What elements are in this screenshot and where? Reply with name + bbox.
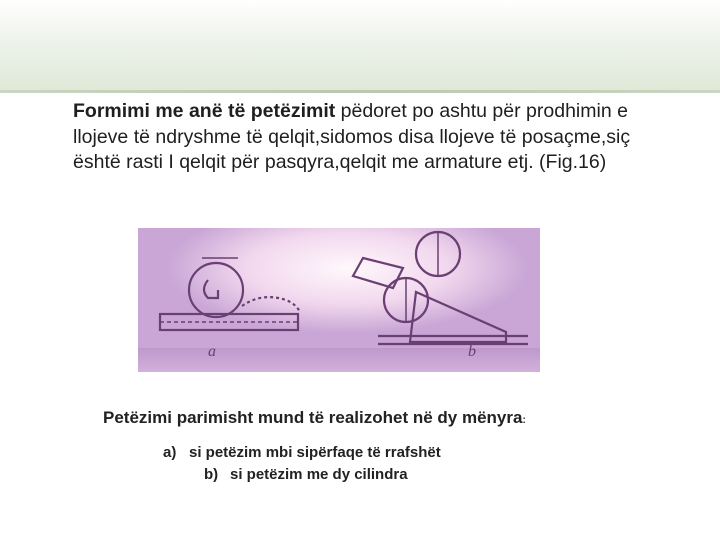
figure-photo-rolling-methods xyxy=(138,228,540,372)
list-marker: a) xyxy=(163,444,177,461)
intro-paragraph xyxy=(73,99,673,176)
subheading-suffix: : xyxy=(522,415,526,426)
figure-16-drawing xyxy=(138,228,540,372)
list-item xyxy=(163,444,441,461)
header-divider xyxy=(0,90,720,93)
list-marker: b) xyxy=(204,466,219,483)
figure-label-a: a xyxy=(208,343,216,360)
subheading-text: Petëzimi parimisht mund të realizohet në dy mënyra xyxy=(103,408,523,427)
list-item-text: si petëzim mbi sipërfaqe të rrafshët xyxy=(189,444,441,461)
list-item xyxy=(204,466,408,483)
subheading xyxy=(103,408,526,428)
slide-header-band xyxy=(0,0,720,92)
intro-bold-lead: Formimi me anë të petëzimit xyxy=(73,100,336,122)
figure-label-b: b xyxy=(468,343,476,360)
list-item-text: si petëzim me dy cilindra xyxy=(230,466,408,483)
intro-text: pëdoret po ashtu për prodhimin e llojeve të ndryshme të qelqit,sidomos disa llojeve të posaçme,siç është rasti I qelqit për pasqyra,qelqit me armature etj. (Fig.16) xyxy=(73,100,631,173)
